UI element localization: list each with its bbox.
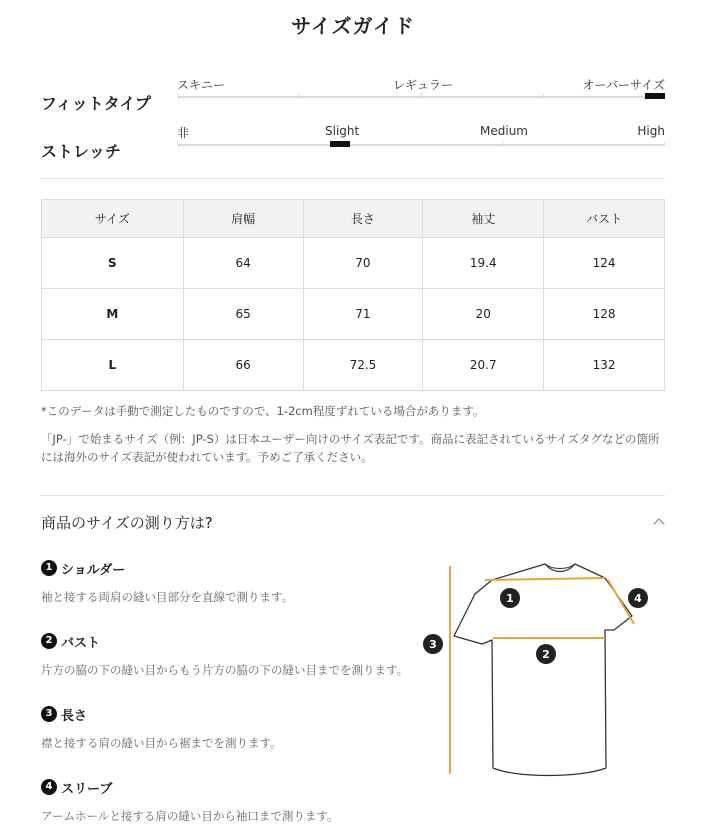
fit-type-tick [299, 93, 300, 99]
table-cell-size: M [42, 289, 184, 340]
step-title: 長さ [61, 708, 88, 724]
fit-type-tick [177, 93, 178, 99]
stretch-track [177, 144, 665, 146]
chevron-up-icon[interactable] [653, 518, 664, 529]
fit-type-scale [177, 76, 665, 106]
fit-type-tick [543, 93, 544, 99]
page-title: サイズガイド [291, 14, 415, 38]
howto-title: 商品のサイズの測り方は? [41, 514, 213, 532]
header-shoulder: 肩幅 [183, 200, 303, 238]
header-bust: バスト [544, 200, 665, 238]
size-table-header-row [42, 200, 665, 238]
table-cell: 20.7 [423, 340, 544, 391]
fit-type-tick [421, 93, 422, 99]
marker-3 [423, 634, 443, 654]
step-description: アームホールと接する肩の縫い目から袖口まで測ります。 [41, 809, 339, 823]
fit-type-row [41, 76, 665, 116]
svg-text:2: 2 [542, 648, 550, 661]
marker-4 [628, 588, 648, 608]
header-size: サイズ [42, 200, 184, 238]
step-description: 片方の脇の下の縫い目からもう片方の脇の下の縫い目までを測ります。 [41, 663, 409, 677]
divider [41, 178, 665, 179]
table-cell: 19.4 [423, 238, 544, 289]
table-cell-size: L [42, 340, 184, 391]
table-cell: 72.5 [303, 340, 423, 391]
step-title: ショルダー [61, 562, 126, 578]
number-2-icon: 2 [41, 633, 57, 649]
svg-text:4: 4 [634, 592, 642, 605]
measurement-note: *このデータは手動で測定したものですので、1-2cm程度ずれている場合があります。 [41, 404, 485, 418]
number-4-icon: 4 [41, 779, 57, 795]
tshirt-measurement-diagram [420, 556, 660, 781]
number-1-icon: 1 [41, 560, 57, 576]
stretch-scale [177, 124, 665, 154]
step-title: スリーブ [61, 781, 113, 797]
fit-type-marker [645, 93, 665, 99]
size-table [41, 199, 665, 391]
table-cell: 132 [544, 340, 665, 391]
header-sleeve: 袖丈 [423, 200, 544, 238]
header-length: 長さ [303, 200, 423, 238]
table-cell-size: S [42, 238, 184, 289]
fit-type-option-skinny: スキニー [177, 78, 226, 92]
fit-type-option-oversize: オーバーサイズ [582, 78, 665, 92]
table-cell: 66 [183, 340, 303, 391]
svg-text:3: 3 [429, 638, 437, 651]
table-cell: 128 [544, 289, 665, 340]
jp-size-note: 「JP-」で始まるサイズ（例：JP-S）は日本ユーザー向けのサイズ表記です。商品に表記されているサイズタグなどの箇所には海外のサイズ表記が使われています。予めご了承ください。 [41, 432, 660, 464]
step-description: 袖と接する両肩の縫い目部分を直線で測ります。 [41, 590, 294, 604]
stretch-label: ストレッチ [41, 142, 121, 161]
fit-type-option-regular: レギュラー [393, 78, 454, 92]
table-cell: 70 [303, 238, 423, 289]
howto-accordion-header[interactable] [41, 512, 665, 538]
stretch-tick [664, 141, 665, 147]
table-row [42, 238, 665, 289]
step-shoulder [41, 559, 421, 605]
table-row [42, 289, 665, 340]
stretch-option-none: 非 [177, 126, 190, 140]
step-bust [41, 632, 421, 678]
table-cell: 65 [183, 289, 303, 340]
stretch-tick [177, 141, 178, 147]
table-cell: 124 [544, 238, 665, 289]
step-title: バスト [61, 635, 101, 651]
tshirt-outline-icon [454, 564, 632, 776]
stretch-option-slight: Slight [325, 124, 360, 138]
table-cell: 71 [303, 289, 423, 340]
divider [41, 495, 665, 496]
marker-1 [500, 588, 520, 608]
table-cell: 64 [183, 238, 303, 289]
step-length [41, 705, 421, 751]
stretch-tick [502, 141, 503, 147]
stretch-marker [330, 141, 350, 147]
fit-type-label: フィットタイプ [41, 94, 151, 113]
number-3-icon: 3 [41, 706, 57, 722]
stretch-option-high: High [637, 124, 665, 138]
table-cell: 20 [423, 289, 544, 340]
step-description: 襟と接する肩の縫い目から裾までを測ります。 [41, 736, 282, 750]
stretch-option-medium: Medium [480, 124, 528, 138]
stretch-row [41, 124, 665, 164]
svg-text:1: 1 [506, 592, 514, 605]
table-row [42, 340, 665, 391]
step-sleeve [41, 778, 421, 824]
marker-2 [536, 644, 556, 664]
